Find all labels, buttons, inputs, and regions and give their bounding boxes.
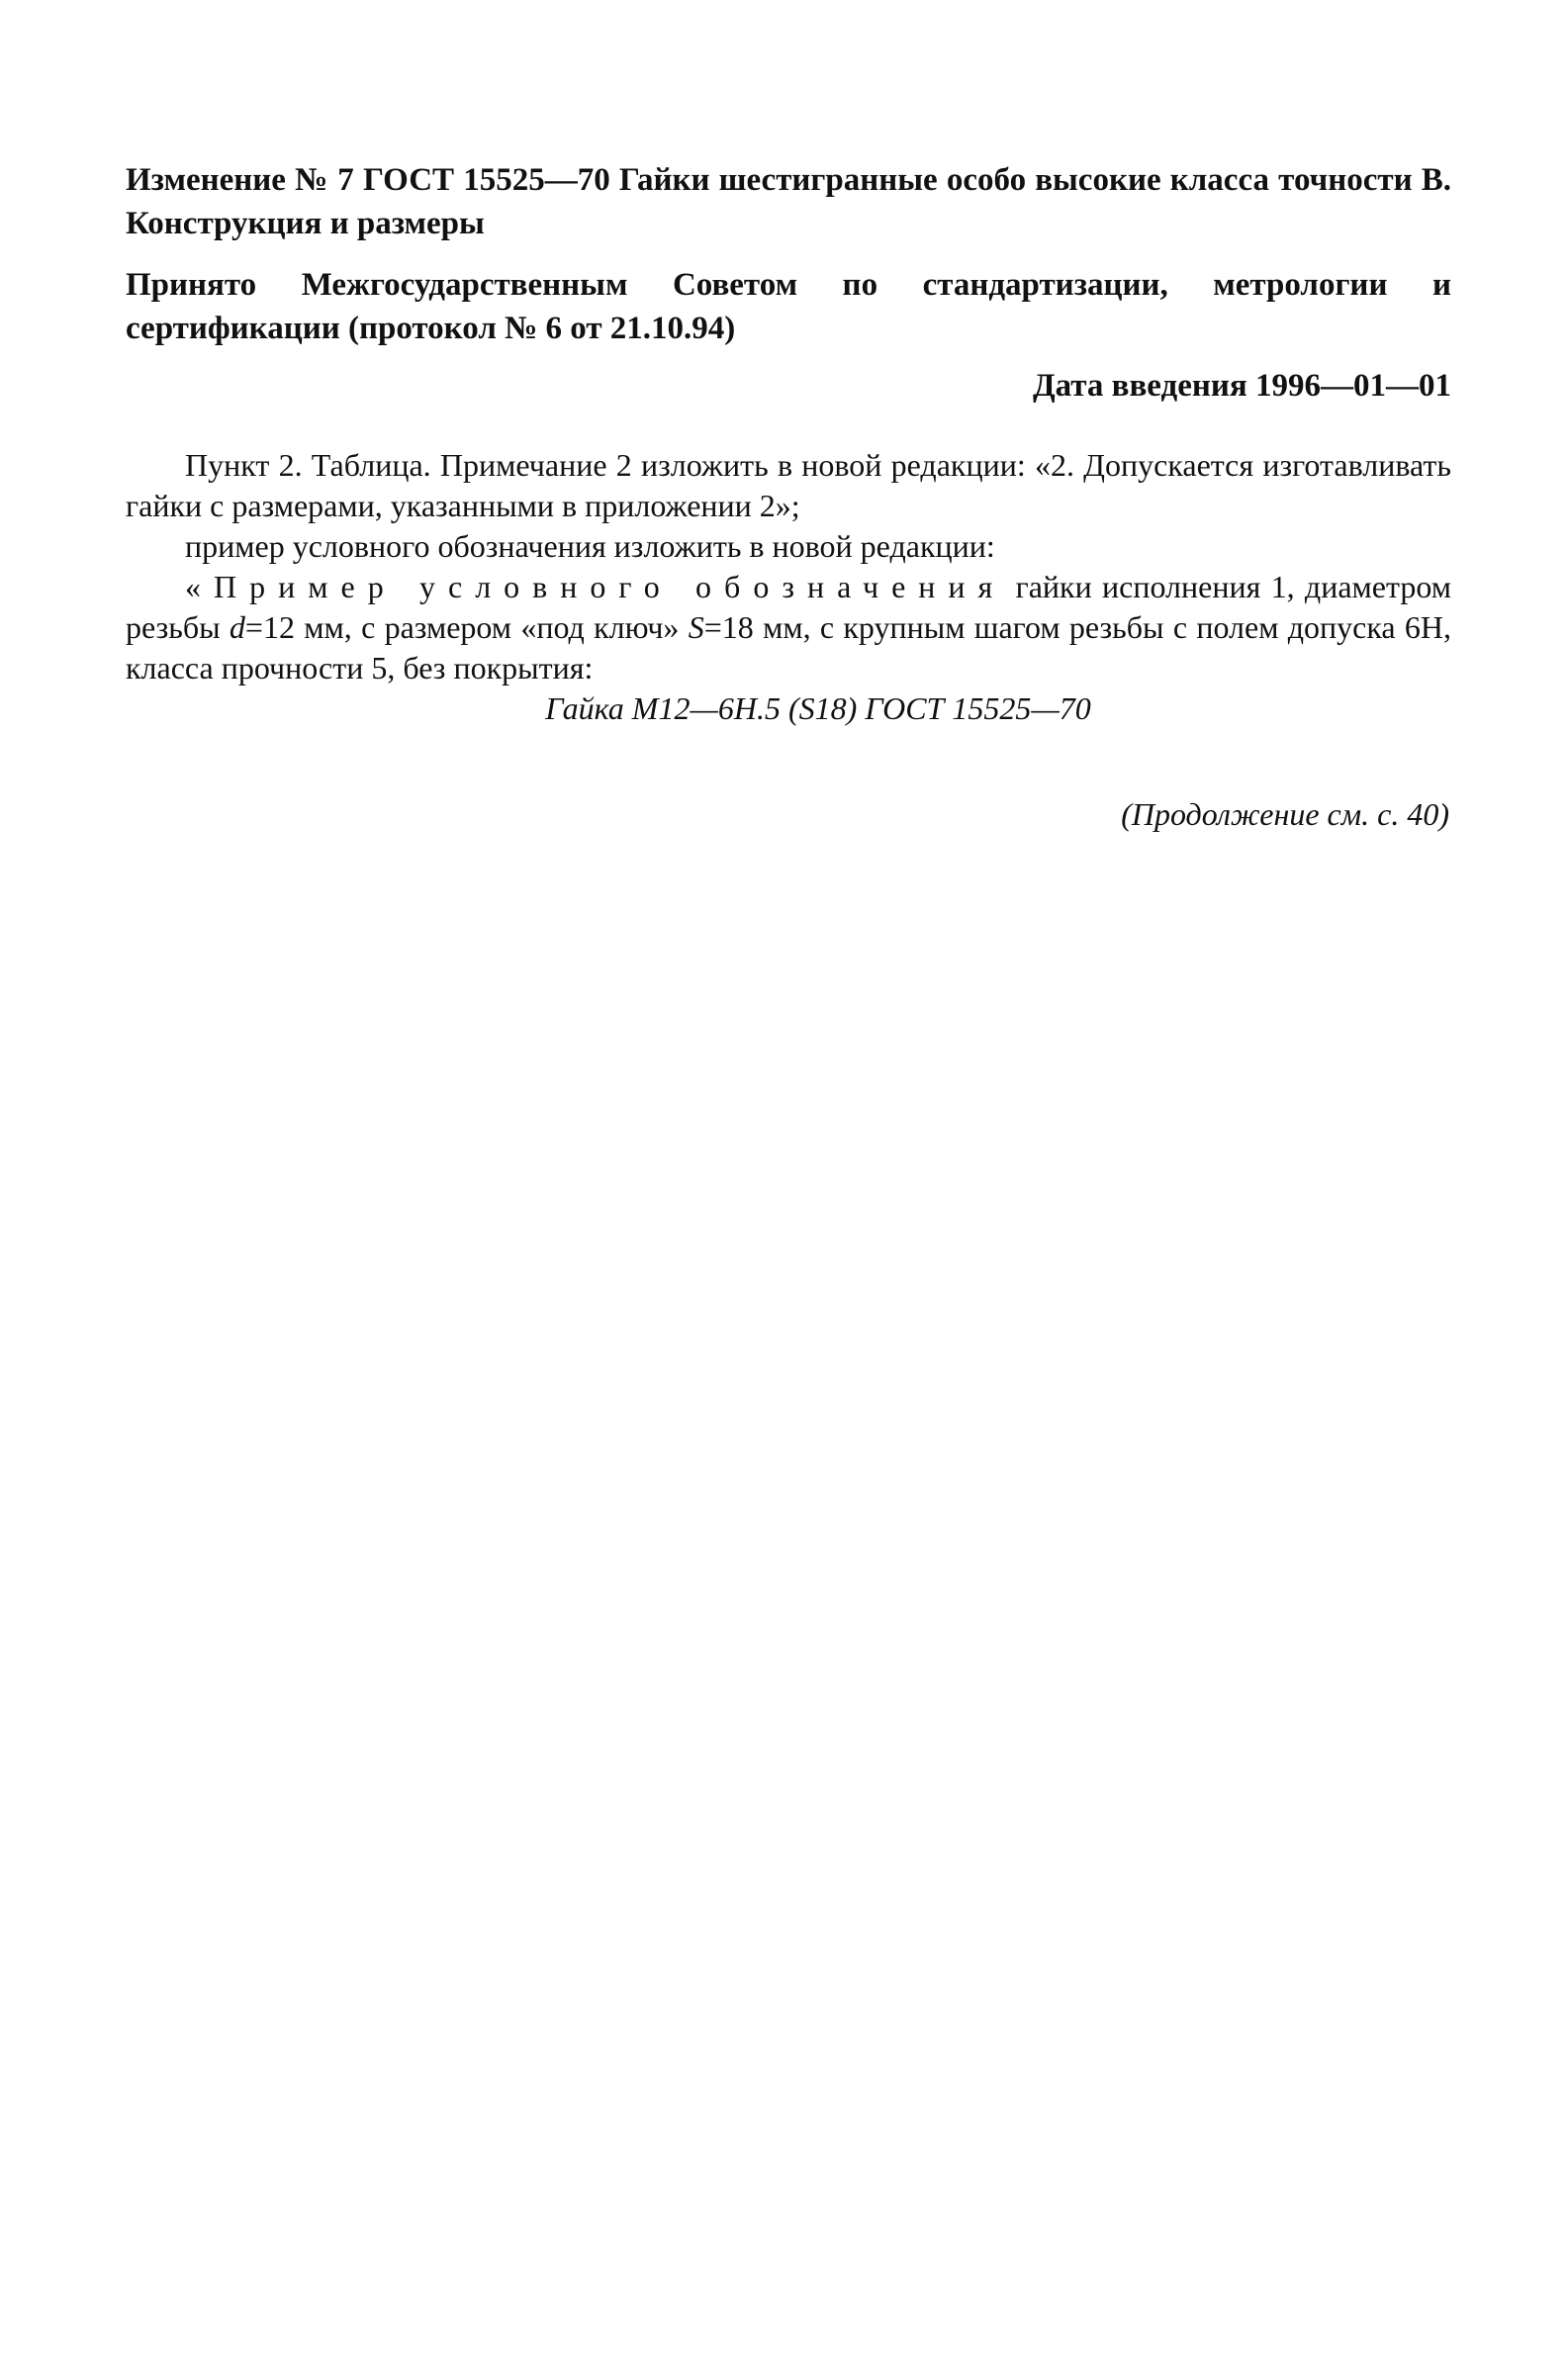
variable-d: d (229, 609, 245, 645)
paragraph-example (126, 567, 1451, 688)
adoption-statement: Принято Межгосударственным Советом по стандартизации, метрологии и сертификации (протокол № 6 от 21.10.94) (126, 267, 1451, 346)
paragraph-table-note: Пункт 2. Таблица. Примечание 2 изложить в новой редакции: «2. Допускается изготавливать гайки с размерами, указанными в приложении 2»; (126, 447, 1451, 523)
paragraph-example-intro: пример условного обозначения изложить в новой редакции: (185, 528, 995, 564)
effective-date: Дата введения 1996—01—01 (1032, 368, 1451, 404)
document-body (126, 158, 1451, 729)
example-text-part-3: =18 мм, с крупным шагом резьбы с полем допуска 6Н, класса прочности 5, без покрытия: (126, 609, 1452, 686)
example-spaced-heading: «Пример условного обозначения (185, 569, 1006, 604)
continuation-note: (Продолжение см. с. 40) (1121, 796, 1449, 832)
designation-example: Гайка М12—6Н.5 (S18) ГОСТ 15525—70 (545, 690, 1091, 726)
variable-s: S (688, 609, 704, 645)
example-text-part-1: гайки исполнения 1, диаметром резьбы (126, 569, 1452, 645)
amendment-title: Изменение № 7 ГОСТ 15525—70 Гайки шестигранные особо высокие класса точности В. Конструкция и размеры (126, 162, 1451, 241)
example-text-part-2: =12 мм, с размером «под ключ» (244, 609, 689, 645)
